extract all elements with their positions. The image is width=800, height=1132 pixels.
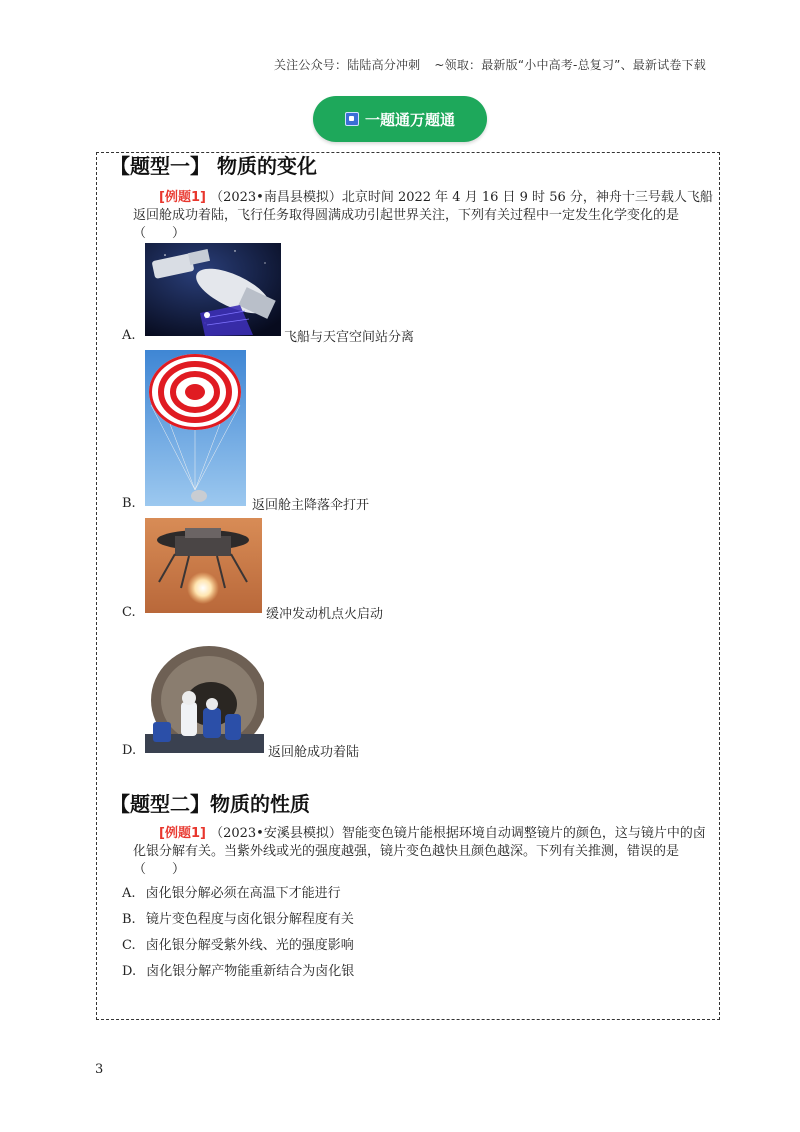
- header-note-right: ~领取：最新版“小中高考-总复习”、最新试卷下载: [434, 58, 706, 72]
- option-d-text: 卤化银分解产物能重新结合为卤化银: [146, 964, 355, 979]
- topic-badge: [313, 96, 487, 142]
- option-a-letter: A.: [122, 886, 136, 901]
- section2-question-text: （2023•安溪县模拟）智能变色镜片能根据环境自动调整镜片的颜色，这与镜片中的卤化银分解有关。当紫外线或光的强度越强，镜片变色越快且颜色越深。下列有关推测，错误的是（ ）: [133, 826, 706, 877]
- option-a-text: 卤化银分解必须在高温下才能进行: [145, 886, 341, 901]
- option-b-text: 镜片变色程度与卤化银分解程度有关: [145, 912, 354, 927]
- app-icon: [345, 112, 359, 126]
- option-c-text: 缓冲发动机点火启动: [266, 607, 384, 622]
- section1-title: 【题型一】 物质的变化: [110, 154, 317, 178]
- option-a-row: [122, 882, 341, 901]
- lander-engine-photo: [145, 518, 262, 613]
- option-d-row: [122, 960, 354, 979]
- section2-question: [133, 825, 713, 879]
- option-a-text: 飞船与天宫空间站分离: [284, 330, 415, 345]
- option-d-letter: D.: [122, 743, 137, 758]
- option-c-row: [122, 934, 354, 953]
- header-note: [274, 56, 706, 73]
- capsule-landing-photo: [145, 642, 264, 753]
- option-d-text: 返回舱成功着陆: [268, 745, 360, 760]
- section2-title: 【题型二】物质的性质: [110, 792, 310, 816]
- option-b-text: 返回舱主降落伞打开: [252, 498, 370, 513]
- option-b-letter: B.: [122, 496, 136, 511]
- parachute-photo: [145, 350, 246, 506]
- section1-question-text: （2023•南昌县模拟）北京时间 2022 年 4 月 16 日 9 时 56 分，神舟十三号载人飞船返回舱成功着陆，飞行任务取得圆满成功引起世界关注，下列有关过程中一定发生化学变化的是（ ）: [133, 190, 713, 241]
- header-note-left: 关注公众号：陆陆高分冲刺: [273, 58, 421, 72]
- spacecraft-separation-photo: [145, 243, 281, 336]
- option-c-letter: C.: [122, 605, 136, 620]
- section1-question: [133, 189, 713, 243]
- example-tag: [例题1]: [159, 190, 206, 205]
- option-c-letter: C.: [122, 938, 136, 953]
- example-tag: [例题1]: [159, 826, 206, 841]
- topic-badge-label: 一题通万题通: [364, 110, 455, 129]
- option-c-text: 卤化银分解受紫外线、光的强度影响: [145, 938, 354, 953]
- option-b-row: [122, 908, 354, 927]
- option-b-letter: B.: [122, 912, 136, 927]
- option-d-letter: D.: [122, 964, 137, 979]
- page-number: 3: [95, 1062, 104, 1077]
- option-a-letter: A.: [122, 328, 136, 343]
